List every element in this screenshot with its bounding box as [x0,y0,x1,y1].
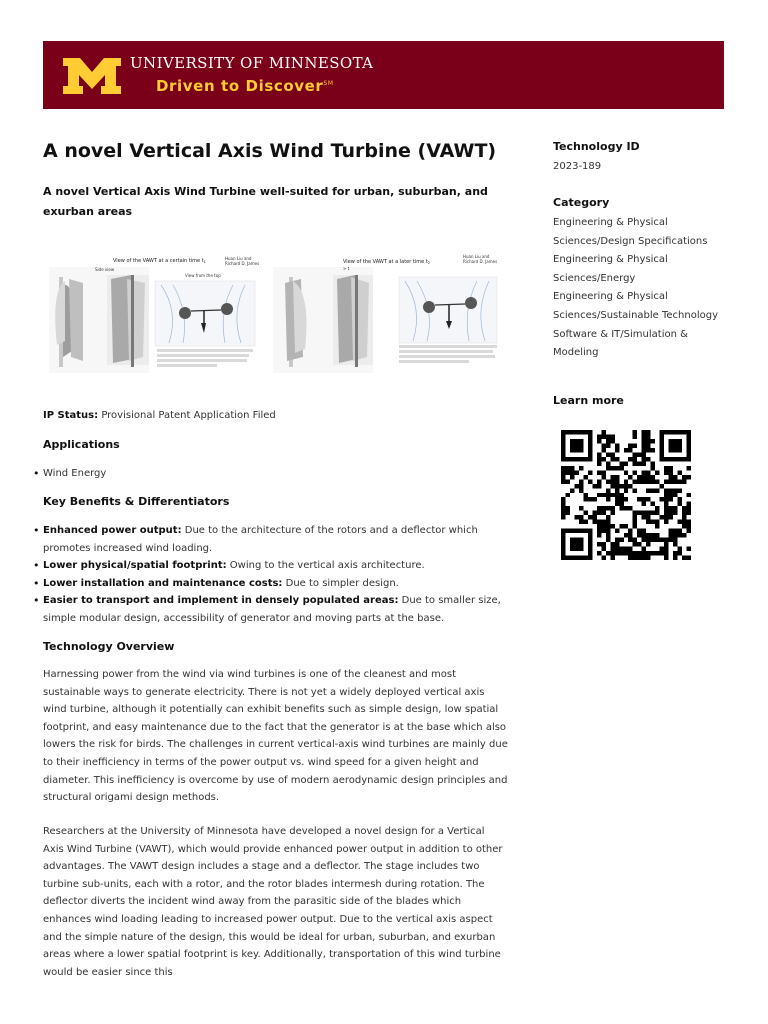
list-item: • Enhanced power output: Due to the architecture of the rotors and a deflector which promotes increased wind loading. [43,522,508,557]
category-item[interactable]: Software & IT/Simulation & [553,328,688,340]
fig-panel1-author-2: Richard D. James [225,261,260,266]
turbine-render-later-2 [333,275,373,367]
benefits-heading: Key Benefits & Differentiators [43,495,230,508]
ip-status: IP Status: Provisional Patent Application Filed [43,410,276,421]
list-item: • Easier to transport and implement in densely populated areas: Due to smaller size, simple modular design, accessibility of generator and moving parts at the base. [43,592,508,627]
fig-panel2-caption: View of the VAWT at a later time $t_2$ [343,259,430,265]
category-item[interactable]: Modeling [553,347,599,359]
applications-heading: Applications [43,438,120,451]
list-item: • Lower installation and maintenance costs: Due to simpler design. [43,575,508,593]
fig-panel1-caption: View of the VAWT at a certain time $t_1$ [113,258,206,264]
category-label: Category [553,196,610,209]
fig-panel1-author-1: Huan Liu and [225,256,252,261]
university-m-logo[interactable] [63,58,121,94]
fig-panel2-author-2: Richard D. James [463,259,498,264]
fig-panel2-caption-suffix: > t [343,266,350,271]
category-item[interactable]: Engineering & Physical [553,217,668,228]
learn-more-label: Learn more [553,394,624,407]
page-subtitle: A novel Vertical Axis Wind Turbine well-suited for urban, suburban, and exurban areas [43,185,488,218]
overview-paragraph-1: Harnessing power from the wind via wind turbines is one of the cleanest and most sustainable ways to generate electricity. There is not yet a widely deployed vertical axis wind turbine, although it potentially can exhibit benefits such as simple design, low spatial footprint, and easy maintenance due to the fact that the generator is at the base which also lowers the risk for birds. The challenges in current vertical-axis wind turbines are mainly due to their inefficiency in terms of the power output vs. wind speed for a given height and diameter. This inefficiency is overcome by use of modern aerodynamic design principles and structural origami design methods. [43,669,508,804]
technology-id-value: 2023-189 [553,161,602,172]
flow-schematic-1 [155,281,255,346]
fig-side-view-label: Side view [95,267,115,272]
tagline: Driven to Discover℠ [156,77,334,95]
benefits-list [43,522,508,627]
list-item: • Wind Energy [43,465,508,483]
overview-heading: Technology Overview [43,640,175,653]
category-item[interactable]: Sciences/Sustainable Technology [553,309,719,321]
overview-paragraph-2: Researchers at the University of Minnesota have developed a novel design for a Vertical Axis Wind Turbine (VAWT), which would provide enhanced power output in addition to other advantages. The VAWT design includes a stage and a deflector. The stage includes two turbine sub-units, each with a rotor, and the rotor blades intermesh during rotation. The deflector diverts the incident wind away from the parasitic side of the blades which enhances wind loading leading to increased power output. Due to the vertical axis aspect and the simple nature of the design, this would be ideal for urban, suburban, and exurban areas where a lower spatial footprint is key. Additionally, transportation of this wind turbine would be easier since this [43,826,503,978]
page-title: A novel Vertical Axis Wind Turbine (VAWT) [43,140,497,162]
qr-code-icon[interactable] [557,430,695,560]
fig-top-view-label: View from the top [185,273,221,278]
category-item[interactable]: Engineering & Physical [553,254,668,266]
main-content [43,140,508,978]
category-list [553,214,728,363]
flow-schematic-2 [399,277,497,343]
turbine-render-front [107,275,149,367]
category-item[interactable]: Sciences/Energy [553,272,636,284]
category-item[interactable]: Engineering & Physical [553,291,668,303]
technology-id-label: Technology ID [553,140,640,153]
list-item: • Lower physical/spatial footprint: Owing to the vertical axis architecture. [43,557,508,575]
university-name: UNIVERSITY OF MINNESOTA [130,54,374,72]
category-item[interactable]: Sciences/Design Specifications [553,235,708,247]
header-banner [43,41,724,109]
applications-list [43,465,508,483]
fig-panel2-author-1: Huan Liu and [463,254,490,259]
vawt-figure [49,253,509,373]
